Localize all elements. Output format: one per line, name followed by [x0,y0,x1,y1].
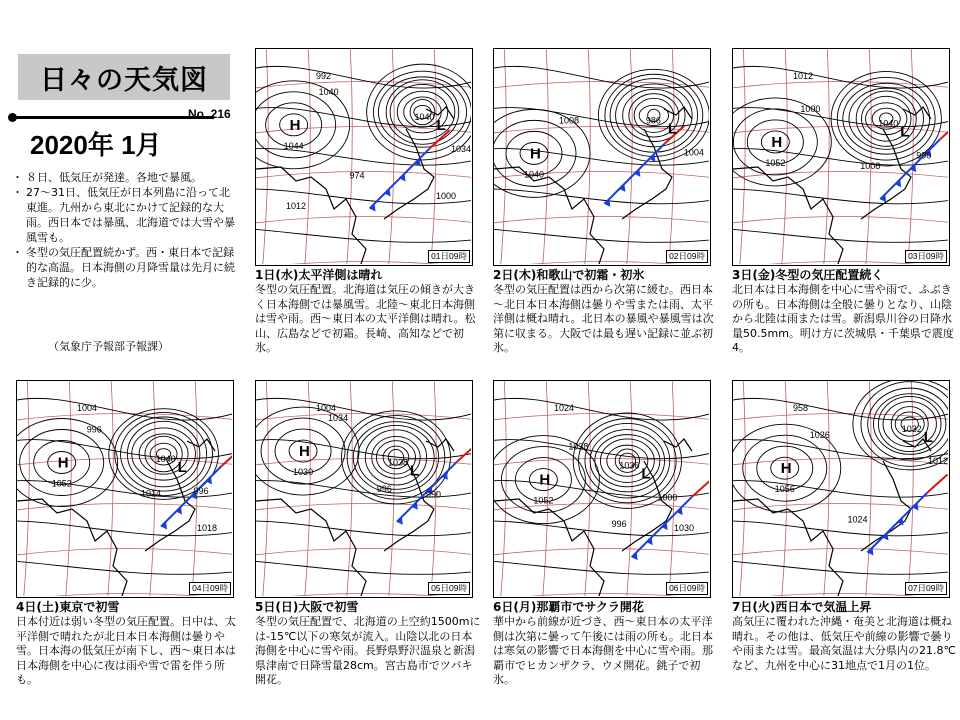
pressure-label: 1012 [286,201,307,211]
summary-item: ・ 冬型の気圧配置続かず。西・東日本で記録的な高温。日本海側の月降雪量は先月に続き記録的に少。 [12,245,240,290]
weather-map-drawing [256,49,471,264]
day-caption [255,268,481,356]
day-caption [732,600,958,673]
day-title: 3日(金)冬型の気圧配置続く [732,268,884,282]
title-rule [14,116,214,119]
monthly-summary [12,170,240,290]
year-month: 2020年 1月 [30,130,162,160]
map-timestamp: 03日09時 [905,250,947,263]
day-caption [493,600,719,688]
high-pressure-mark: H [57,454,69,472]
pressure-label: 1036 [619,460,640,471]
high-pressure-mark: H [771,133,783,151]
pressure-label: 958 [793,403,809,413]
high-pressure-mark: H [529,145,541,163]
pressure-label: 996 [376,483,392,494]
day-description: 華中から前線が近づき、西～東日本の太平洋側は次第に曇って午後には雨の所も。北日本は寒気の影響で日本海側を中心に雪や雨。那覇市でヒカンザクラ、ウメ開花。銚子で初氷。 [493,615,713,687]
weather-map [732,48,950,266]
pressure-label: 1038 [568,441,589,452]
low-pressure-mark: L [436,117,446,135]
day-title: 2日(木)和歌山で初霜・初氷 [493,268,645,282]
front [878,118,948,202]
weather-map-drawing [17,381,232,596]
day-description: 日本付近は弱い冬型の気圧配置。日中は、太平洋側で晴れたが北日本日本海側は曇りや雪。日本海の低気圧が南下し、西～東日本は日本海側を中心に夜は雨や雪で雷を伴う所も。 [16,615,236,687]
pressure-label: 1040 [318,86,339,97]
day-description: 冬型の気圧配置で、北海道の上空約1500mには-15℃以下の寒気が流入。山陰以北の日本海側を中心に雪や雨。長野県野沢温泉と新潟県津南で日降雪量28cm。宮古島市でツバキ開花。 [255,615,481,687]
day-caption [16,600,242,688]
pressure-label: 1032 [901,424,922,435]
weather-map-drawing [494,49,709,264]
weather-map [732,380,950,598]
coastline [494,439,695,596]
weather-map-drawing [256,381,471,596]
pressure-label: 996 [193,486,209,497]
pressure-label: 996 [611,519,627,530]
pressure-label: 1052 [533,495,554,506]
weather-map [255,48,473,266]
pressure-label: 1044 [283,140,304,151]
lat-lon-grid [494,49,709,264]
pressure-label: 1040 [414,112,435,123]
pressure-label: 974 [349,170,365,181]
high-pressure-mark: H [780,460,792,478]
lat-lon-grid [494,381,709,596]
low-pressure-mark: L [641,465,651,483]
day-title: 4日(土)東京で初雪 [16,600,120,614]
map-timestamp: 05日09時 [428,582,470,595]
isobars [494,398,709,574]
pressure-label: 1034 [328,413,349,424]
front [604,126,684,207]
pressure-label: 1018 [197,523,218,533]
pressure-label: 1026 [809,430,830,441]
low-pressure-mark: L [923,429,933,447]
pressure-label: 1040 [523,169,545,180]
pressure-label: 1034 [451,144,471,155]
pressure-label: 1004 [683,147,704,158]
low-pressure-mark: L [667,120,678,138]
day-caption [732,268,958,356]
pressure-label: 990 [425,489,442,500]
high-pressure-mark: H [299,443,310,461]
isobars [494,66,709,242]
low-pressure-mark: L [900,123,910,141]
day-description: 冬型の気圧配置。北海道は気圧の傾きが大きく日本海側では暴風雪。北陸～東北日本海側は雪や雨。西～東日本の太平洋側は晴れ。松山、広島などで初霜。長崎、高知などで初氷。 [255,283,476,355]
weather-map [493,48,711,266]
summary-item: ・ ８日、低気圧が発達。各地で暴風。 [12,170,240,185]
pressure-label: 1038 [387,457,409,468]
coastline [256,439,454,596]
day-caption [493,268,719,356]
day-description: 冬型の気圧配置は西から次第に緩む。西日本～北日本日本海側は曇りや雪または雨、太平洋側は概ね晴れ。北日本の暴風や暴風雪は次第に収まる。大阪では最も遅い記録に並ぶ初氷。 [493,283,714,355]
day-title: 1日(水)太平洋側は晴れ [255,268,383,282]
map-timestamp: 06日09時 [666,582,708,595]
low-pressure-mark: L [409,462,420,480]
day-caption [255,600,481,688]
weather-map [493,380,711,598]
pressure-label: 1030 [293,467,314,478]
pressure-label: 1040 [155,454,176,465]
page-title: 日々の天気図 [18,54,230,100]
pressure-label: 1040 [878,118,899,129]
high-pressure-mark: H [539,471,551,489]
pressure-label: 1000 [800,103,821,114]
low-pressure-mark: L [177,459,187,477]
summary-item: ・ 27～31日、低気圧が日本列島に沿って北東進。九州から東北にかけて記録的な大雨。西日本では暴風、北海道では大雪や暴風雪も。 [12,185,240,245]
isobars [256,64,471,242]
pressure-label: 986 [645,115,661,126]
weather-map-drawing [733,381,948,596]
map-timestamp: 01日09時 [428,250,470,263]
pressure-label: 996 [86,424,102,435]
issue-number: No. 216 [188,107,231,121]
isobars [256,398,471,574]
pressure-label: 1052 [765,157,786,168]
front [632,479,709,560]
pressure-label: 990 [916,150,932,161]
map-timestamp: 07日09時 [905,582,947,595]
day-description: 北日本は日本海側を中心に雪や雨で、ふぶきの所も。日本海側は全般に曇りとなり、山陰から北陸は雨または雪。新潟県川谷の日降水量50.5mm。明け方に茨城県・千葉県で震度4。 [732,283,954,355]
pressure-label: 1024 [847,514,868,525]
day-title: 7日(火)西日本で気温上昇 [732,600,872,614]
day-title: 5日(日)大阪で初雪 [255,600,359,614]
coastline [256,107,457,264]
isobars [733,381,948,574]
pressure-label: 1000 [657,492,678,503]
day-title: 6日(月)那覇市でサクラ開花 [493,600,644,614]
pressure-label: 1008 [558,115,580,126]
map-timestamp: 04日09時 [189,582,231,595]
pressure-label: 992 [316,71,332,81]
weather-map [255,380,473,598]
high-pressure-mark: H [289,116,301,134]
pressure-label: 1008 [860,161,881,172]
day-description: 高気圧に覆われた沖縄・奄美と北海道は概ね晴れ。その他は、低気圧や前線の影響で曇りや雨または雪。最高気温は大分県内の21.8℃など、九州を中心に31地点で1月の1位。 [732,615,956,672]
pressure-label: 1004 [77,403,98,413]
map-timestamp: 02日09時 [666,250,708,263]
weather-map-drawing [733,49,948,264]
pressure-label: 1024 [554,403,575,413]
pressure-label: 1012 [793,71,814,81]
pressure-label: 1000 [436,191,457,201]
pressure-label: 1030 [674,523,695,533]
pressure-label: 1004 [316,403,337,413]
source-credit: （気象庁予報部予報課） [48,340,169,353]
pressure-label: 1056 [774,484,795,495]
pressure-label: 1052 [51,478,72,489]
pressure-label: 1014 [141,488,162,499]
weather-map-drawing [494,381,709,596]
weather-map [16,380,234,598]
pressure-label: 1012 [928,456,948,467]
